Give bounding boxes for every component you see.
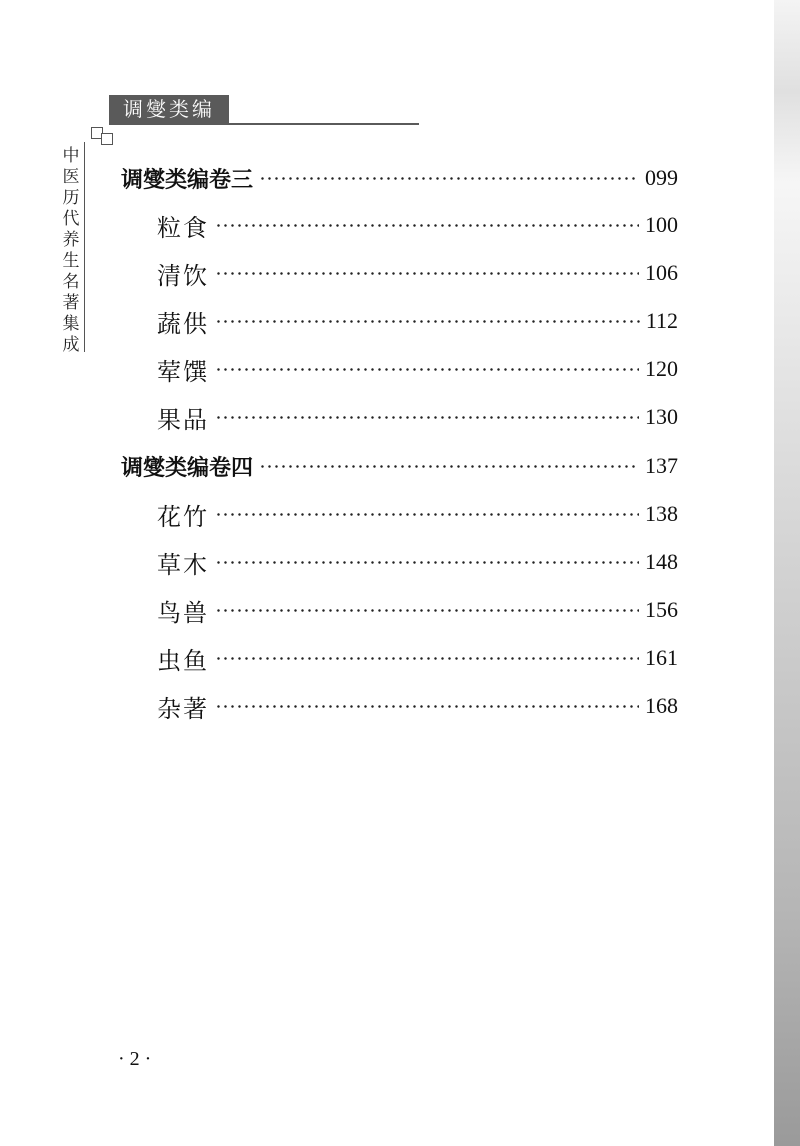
series-title-char: 历 [62, 188, 80, 208]
toc-page-number: 161 [645, 645, 678, 670]
toc-leader-dots [215, 416, 639, 419]
toc-page-number: 148 [645, 549, 678, 574]
edge-scenery-decoration [774, 0, 800, 1146]
toc-leader-dots [259, 465, 639, 468]
toc-leader-dots [215, 368, 639, 371]
header-rule [109, 123, 419, 125]
toc-page-number: 138 [645, 501, 678, 526]
footer-page-number: · 2 · [118, 1048, 152, 1070]
series-title-char: 著 [62, 293, 80, 313]
series-title-char: 成 [62, 335, 80, 355]
series-title-char: 中 [62, 146, 80, 166]
toc-section-row[interactable] [121, 450, 678, 482]
toc-page-number: 156 [645, 597, 678, 622]
series-title-char: 养 [62, 230, 80, 250]
toc-leader-dots [215, 320, 640, 323]
toc-item-row[interactable] [157, 546, 678, 578]
toc-leader-dots [215, 513, 639, 516]
toc-leader-dots [215, 224, 639, 227]
toc-item-label: 荤馔 [157, 357, 209, 386]
toc-item-row[interactable] [157, 594, 678, 626]
toc-leader-dots [259, 177, 639, 180]
toc-page-number: 100 [645, 212, 678, 237]
toc-item-label: 蔬供 [157, 309, 209, 338]
toc-page-number: 106 [645, 260, 678, 285]
toc-item-row[interactable] [157, 257, 678, 289]
series-title-char: 代 [62, 209, 80, 229]
toc-item-label: 粒食 [157, 213, 209, 242]
toc-item-label: 鸟兽 [157, 598, 209, 627]
toc-item-row[interactable] [157, 690, 678, 722]
toc-item-label: 果品 [157, 405, 209, 434]
toc-item-row[interactable] [157, 353, 678, 385]
series-title-char: 生 [62, 251, 80, 271]
toc-page-number: 137 [645, 453, 678, 478]
toc-page-number: 120 [645, 356, 678, 381]
series-title-char: 集 [62, 314, 80, 334]
toc-section-title: 调燮类编卷四 [121, 455, 254, 481]
toc-item-row[interactable] [157, 498, 678, 530]
series-title-vertical [60, 146, 82, 356]
series-title-char: 医 [62, 167, 80, 187]
toc-leader-dots [215, 609, 639, 612]
toc-item-label: 杂著 [157, 694, 209, 723]
toc-leader-dots [215, 272, 639, 275]
toc-leader-dots [215, 561, 639, 564]
toc-item-label: 虫鱼 [157, 646, 209, 675]
toc-leader-dots [215, 657, 639, 660]
toc-page-number: 099 [645, 165, 678, 190]
toc-item-row[interactable] [157, 209, 678, 241]
side-divider-line [84, 142, 85, 352]
toc-page-number: 112 [645, 308, 678, 333]
toc-item-row[interactable] [157, 305, 678, 337]
toc-item-row[interactable] [157, 642, 678, 674]
toc-item-label: 草木 [157, 550, 209, 579]
series-title-char: 名 [62, 272, 80, 292]
header-tab-title: 调燮类编 [109, 95, 229, 123]
corner-box-decoration [101, 133, 113, 145]
toc-item-label: 花竹 [157, 502, 209, 531]
toc-page-number: 130 [645, 404, 678, 429]
toc-section-title: 调燮类编卷三 [121, 167, 254, 193]
toc-section-row[interactable] [121, 162, 678, 194]
toc-leader-dots [215, 705, 639, 708]
toc-item-label: 清饮 [157, 261, 209, 290]
toc-item-row[interactable] [157, 401, 678, 433]
toc-page-number: 168 [645, 693, 678, 718]
